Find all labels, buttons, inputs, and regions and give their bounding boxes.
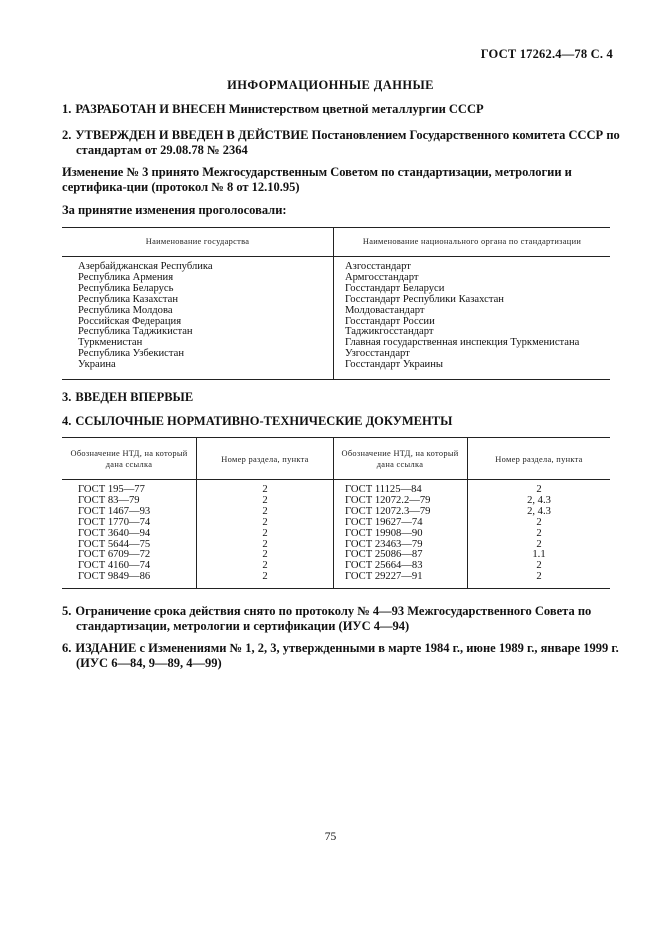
voting-state: Республика Армения [78, 271, 174, 283]
voting-state: Республика Узбекистан [78, 348, 185, 360]
ref-doc: ГОСТ 5644—75 [78, 538, 151, 550]
ref-section: 2, 4.3 [527, 505, 551, 517]
voting-body: Армгосстандарт [345, 271, 419, 283]
voting-table-divider [333, 227, 334, 379]
ref-section: 2 [536, 516, 542, 528]
ref-section: 2 [262, 538, 268, 550]
voting-body: Госстандарт Украины [345, 359, 443, 371]
ref-doc: ГОСТ 25664—83 [345, 560, 423, 572]
ref-doc: ГОСТ 23463—79 [345, 538, 423, 550]
voting-state: Туркменистан [78, 337, 143, 349]
ref-doc: ГОСТ 6709—72 [78, 549, 151, 561]
ref-section: 2 [262, 560, 268, 572]
item-6: 6. ИЗДАНИЕ с Изменениями № 1, 2, 3, утвержденными в марте 1984 г., июне 1989 г., январе 1999 г. (ИУС 6—84, 9—89, 4—99) [62, 641, 619, 670]
voted-label: За принятие изменения проголосовали: [62, 203, 287, 217]
ref-section: 2 [536, 484, 542, 495]
ref-header-doc-right: Обозначение НТД, на который дана ссылка [341, 449, 459, 469]
ref-section: 2, 4.3 [527, 494, 551, 506]
voting-body: Узгосстандарт [345, 348, 410, 360]
ref-table-divider-2 [333, 437, 334, 588]
running-header: ГОСТ 17262.4—78 С. 4 [480, 47, 613, 61]
ref-header-section-right: Номер раздела, пункта [495, 455, 583, 464]
section-title: ИНФОРМАЦИОННЫЕ ДАННЫЕ [227, 78, 434, 92]
voting-header-body: Наименование национального органа по стандартизации [362, 237, 582, 246]
voting-states-column [78, 262, 213, 371]
item-1: 1. РАЗРАБОТАН И ВНЕСЕН Министерством цветной металлургии СССР [62, 102, 484, 116]
item-3: 3. ВВЕДЕН ВПЕРВЫЕ [62, 390, 194, 404]
item-2: 2. УТВЕРЖДЕН И ВВЕДЕН В ДЕЙСТВИЕ Постановлением Государственного комитета СССР по стандартам от 29.08.78 № 2364 [62, 128, 620, 157]
ref-right-sections-column [468, 485, 610, 583]
ref-section: 2 [262, 527, 268, 539]
ref-table-bottom-rule [62, 588, 610, 589]
ref-section: 2 [262, 516, 268, 528]
voting-body: Молдовастандарт [345, 304, 425, 316]
ref-section: 2 [536, 560, 542, 572]
ref-doc: ГОСТ 1770—74 [78, 516, 151, 528]
ref-doc: ГОСТ 195—77 [78, 484, 145, 495]
ref-left-sections-column [197, 485, 333, 583]
voting-table-header-rule [62, 256, 610, 257]
voting-table-bottom-rule [62, 379, 610, 380]
ref-header-doc-left: Обозначение НТД, на который дана ссылка [70, 449, 188, 469]
voting-table-top-rule [62, 227, 610, 228]
voting-state: Республика Таджикистан [78, 326, 193, 338]
item-5: 5. Ограничение срока действия снято по протоколу № 4—93 Межгосударственного Совета по стандартизации, метрологии и сертификации (ИУС 4—94) [62, 604, 592, 633]
ref-section: 2 [536, 571, 542, 583]
voting-state: Украина [78, 359, 116, 371]
ref-section: 2 [262, 484, 268, 495]
ref-doc: ГОСТ 12072.2—79 [345, 494, 431, 506]
change-note: Изменение № 3 принято Межгосударственным Советом по стандартизации, метрологии и сертифика-ции (протокол № 8 от 12.10.95) [62, 165, 572, 194]
voting-state: Республика Молдова [78, 304, 173, 316]
ref-header-section-left: Номер раздела, пункта [221, 455, 309, 464]
ref-left-docs-column [78, 485, 150, 583]
item-1-text: РАЗРАБОТАН И ВНЕСЕН Министерством цветной металлургии СССР [75, 102, 484, 116]
ref-table-top-rule [62, 437, 610, 438]
voting-body: Госстандарт Республики Казахстан [345, 293, 504, 305]
ref-doc: ГОСТ 9849—86 [78, 571, 151, 583]
voting-body: Главная государственная инспекция Туркменистана [345, 337, 580, 349]
voting-state: Республика Беларусь [78, 282, 174, 294]
item-2-text: УТВЕРЖДЕН И ВВЕДЕН В ДЕЙСТВИЕ Постановлением Государственного комитета СССР по стандартам от 29.08.78 № 2364 [75, 128, 620, 157]
voting-state: Республика Казахстан [78, 293, 179, 305]
ref-section: 2 [262, 494, 268, 506]
ref-right-docs-column [345, 485, 430, 583]
page-number: 75 [324, 831, 337, 843]
voting-body: Таджикгосстандарт [345, 326, 434, 338]
ref-doc: ГОСТ 19627—74 [345, 516, 423, 528]
ref-table-header-rule [62, 479, 610, 480]
ref-section: 2 [262, 549, 268, 561]
ref-section: 2 [262, 571, 268, 583]
ref-section: 1.1 [532, 549, 546, 561]
ref-doc: ГОСТ 83—79 [78, 494, 140, 506]
ref-section: 2 [536, 538, 542, 550]
item-3-text: ВВЕДЕН ВПЕРВЫЕ [75, 390, 194, 404]
voting-body: Госстандарт России [345, 315, 435, 327]
ref-section: 2 [536, 527, 542, 539]
ref-doc: ГОСТ 3640—94 [78, 527, 151, 539]
voting-bodies-column [345, 262, 579, 371]
item-4-text: ССЫЛОЧНЫЕ НОРМАТИВНО-ТЕХНИЧЕСКИЕ ДОКУМЕНТЫ [75, 414, 453, 428]
ref-doc: ГОСТ 25086—87 [345, 549, 423, 561]
ref-doc: ГОСТ 11125—84 [345, 484, 422, 495]
ref-doc: ГОСТ 4160—74 [78, 560, 151, 572]
ref-doc: ГОСТ 29227—91 [345, 571, 423, 583]
voting-body: Азгосстандарт [345, 261, 411, 272]
voting-header-state: Наименование государства [145, 237, 250, 246]
voting-state: Российская Федерация [78, 315, 182, 327]
item-4: 4. ССЫЛОЧНЫЕ НОРМАТИВНО-ТЕХНИЧЕСКИЕ ДОКУМЕНТЫ [62, 414, 453, 428]
item-6-text: ИЗДАНИЕ с Изменениями № 1, 2, 3, утвержденными в марте 1984 г., июне 1989 г., январе 1999 г. (ИУС 6—84, 9—89, 4—99) [75, 641, 619, 670]
voting-state: Азербайджанская Республика [78, 261, 213, 272]
ref-doc: ГОСТ 12072.3—79 [345, 505, 431, 517]
ref-doc: ГОСТ 19908—90 [345, 527, 423, 539]
ref-section: 2 [262, 505, 268, 517]
ref-doc: ГОСТ 1467—93 [78, 505, 151, 517]
item-5-text: Ограничение срока действия снято по протоколу № 4—93 Межгосударственного Совета по стандартизации, метрологии и сертификации (ИУС 4—94) [75, 604, 592, 633]
voting-body: Госстандарт Беларуси [345, 282, 445, 294]
